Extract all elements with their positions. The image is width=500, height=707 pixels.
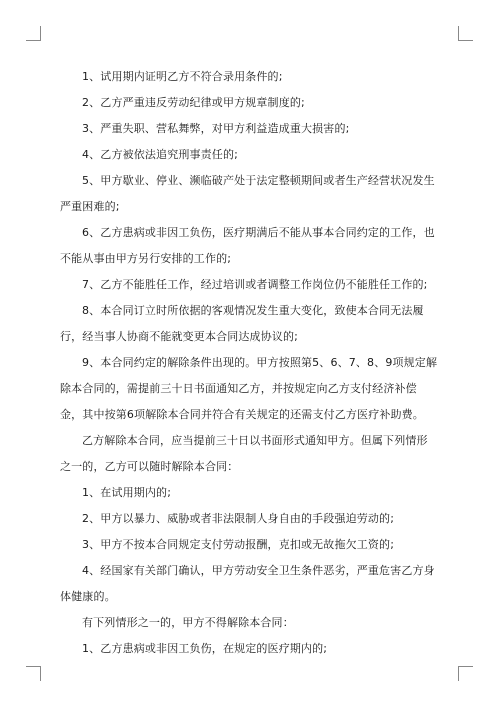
clause-6-illness: 6、乙方患病或非因工负伤，医疗期满后不能从事本合同约定的工作，也不能从事由甲方另行安排的工作的;	[60, 226, 435, 265]
clause-1-probation: 1、试用期内证明乙方不符合录用条件的;	[82, 70, 283, 83]
clause-3-misconduct: 3、严重失职、营私舞弊，对甲方利益造成重大损害的;	[82, 122, 350, 135]
clause-4-criminal: 4、乙方被依法追究刑事责任的;	[82, 148, 238, 161]
clause-9-termination-condition: 9、本合同约定的解除条件出现的。甲方按照第5、6、7、8、9项规定解除本合同的，需提前三十日书面通知乙方，并按规定向乙方支付经济补偿金，其中按第6项解除本合同并符合有关规定的还需支付乙方医疗补助费。	[60, 356, 438, 421]
crop-mark-top-right	[458, 26, 473, 41]
crop-mark-bottom-left	[26, 666, 41, 681]
employee-clause-2: 2、甲方以暴力、威胁或者非法限制人身自由的手段强迫劳动的;	[82, 512, 395, 525]
clause-5-business-difficulty: 5、甲方歇业、停业、濒临破产处于法定整顿期间或者生产经营状况发生严重困难的;	[60, 174, 435, 213]
employee-clause-1: 1、在试用期内的;	[82, 486, 172, 499]
crop-mark-top-left	[26, 26, 41, 41]
no-termination-clause-1: 1、乙方患病或非因工负伤，在规定的医疗期内的;	[82, 642, 328, 655]
employee-termination-intro: 乙方解除本合同，应当提前三十日以书面形式通知甲方。但属下列情形之一的，乙方可以随时解除本合同：	[60, 434, 428, 473]
crop-mark-bottom-right	[458, 666, 473, 681]
clause-7-incompetence: 7、乙方不能胜任工作，经过培训或者调整工作岗位仍不能胜任工作的;	[82, 278, 428, 291]
employee-clause-3: 3、甲方不按本合同规定支付劳动报酬，克扣或无故拖欠工资的;	[82, 538, 395, 551]
clause-8-circumstance-change: 8、本合同订立时所依据的客观情况发生重大变化，致使本合同无法履行，经当事人协商不能就变更本合同达成协议的;	[60, 304, 424, 343]
clause-2-discipline: 2、乙方严重违反劳动纪律或甲方规章制度的;	[82, 96, 305, 109]
employee-clause-4: 4、经国家有关部门确认，甲方劳动安全卫生条件恶劣，严重危害乙方身体健康的。	[60, 564, 435, 603]
document-body	[60, 64, 438, 662]
no-termination-intro: 有下列情形之一的，甲方不得解除本合同：	[82, 616, 294, 629]
